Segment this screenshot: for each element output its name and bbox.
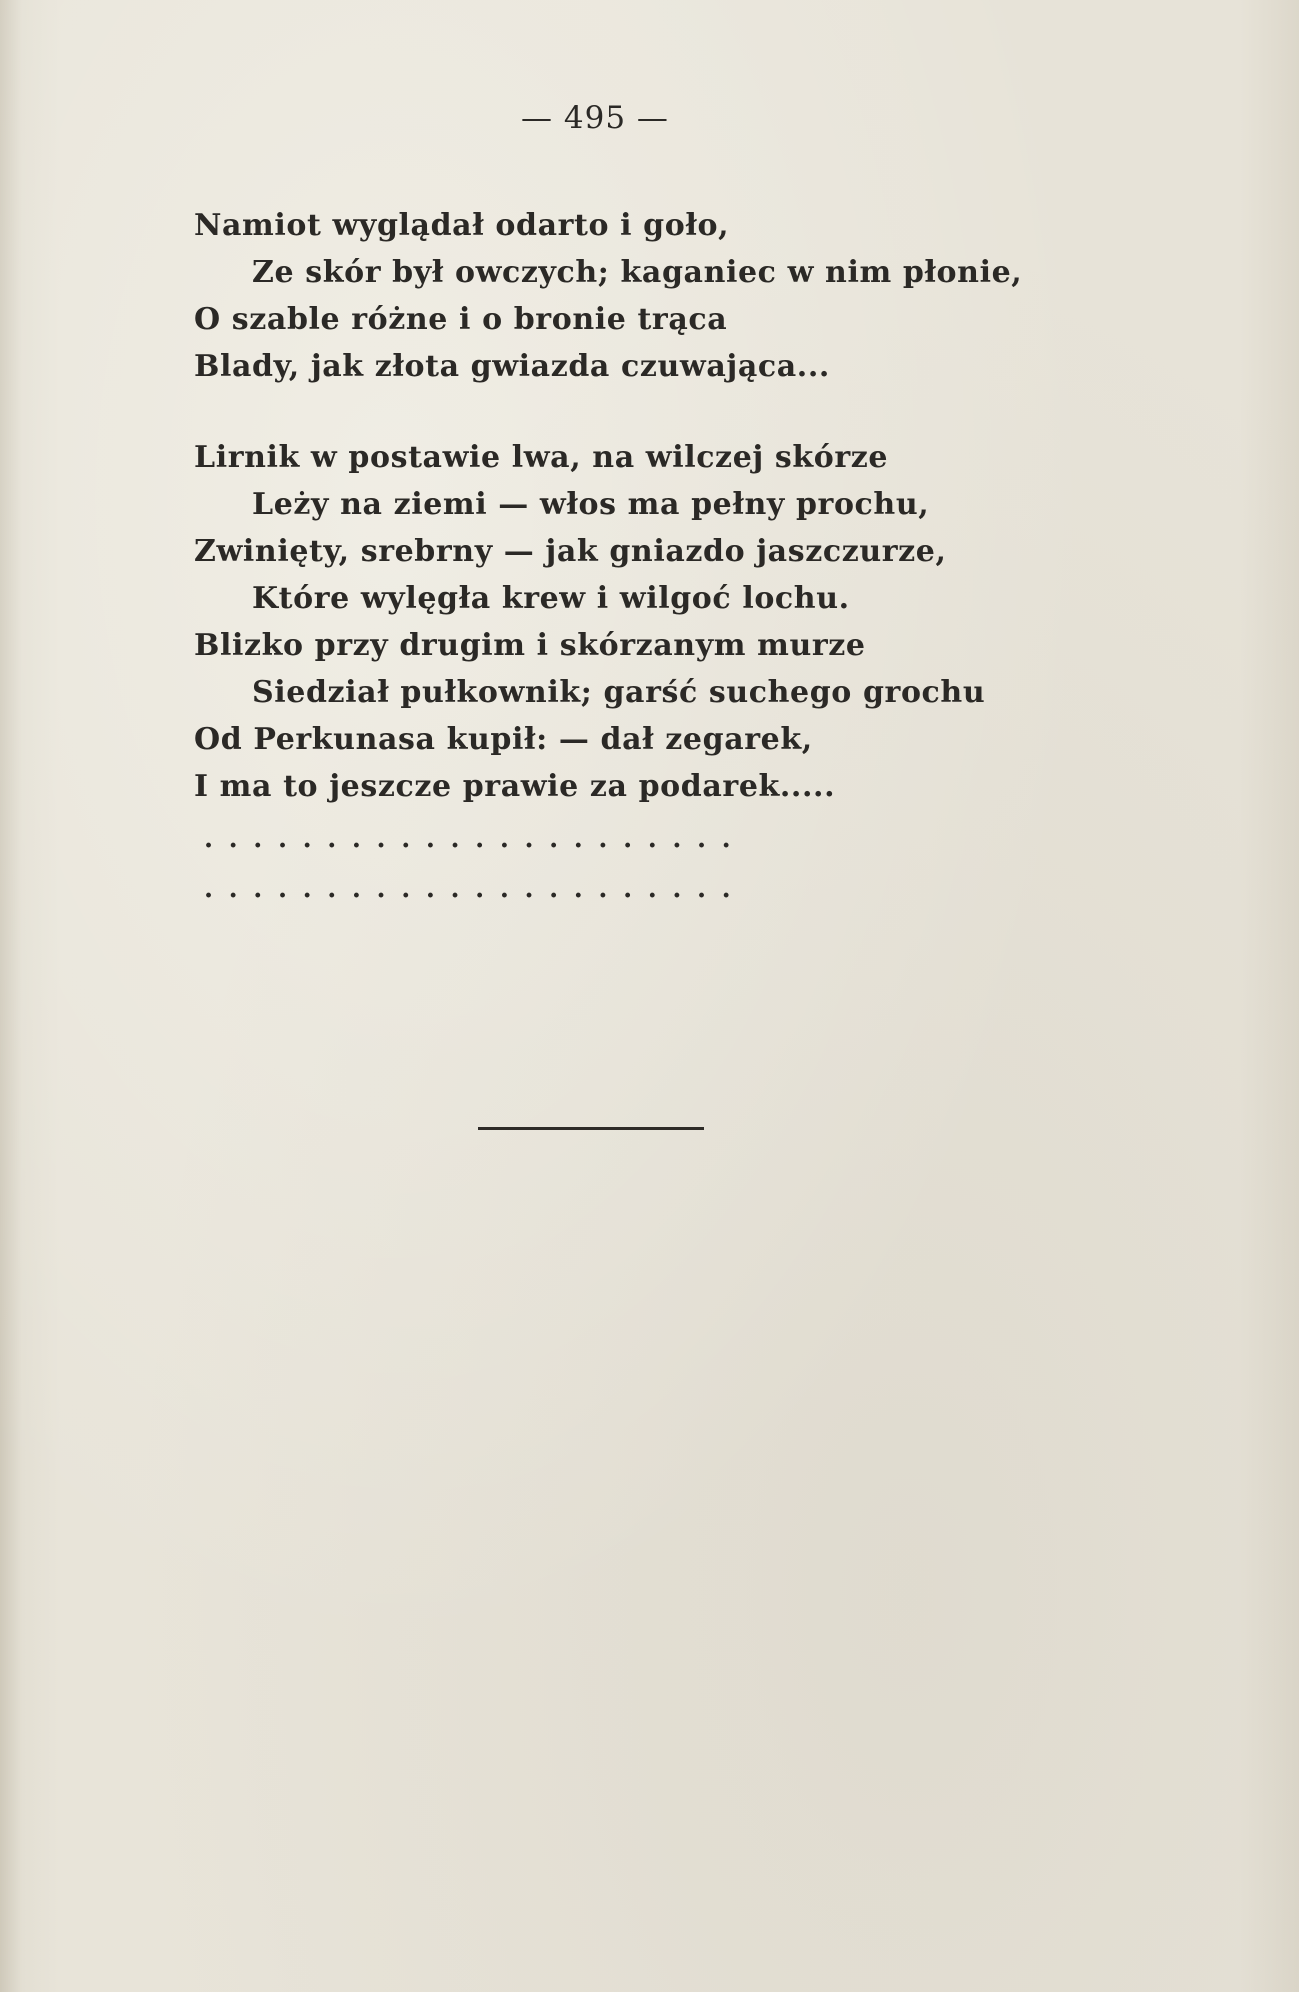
poem-line: Które wylęgła krew i wilgoć lochu. <box>252 581 850 616</box>
poem-line: Od Perkunasa kupił: — dał zegarek, <box>194 722 813 757</box>
poem-line: Blady, jak złota gwiazda czuwająca... <box>194 349 830 384</box>
poem <box>194 202 1094 810</box>
stanza-gap <box>194 390 1094 434</box>
stanza-2 <box>194 434 1094 810</box>
poem-line: Zwinięty, srebrny — jak gniazdo jaszczurze, <box>194 534 947 569</box>
poem-line: O szable różne i o bronie trąca <box>194 302 728 337</box>
stanza-1 <box>194 202 1094 390</box>
poem-line: I ma to jeszcze prawie za podarek..... <box>194 769 836 804</box>
page-number: — 495 — <box>521 100 669 136</box>
ellipsis-row: ...................... <box>204 824 747 854</box>
ellipsis-row: ...................... <box>204 874 747 904</box>
poem-line: Ze skór był owczych; kaganiec w nim płonie, <box>252 255 1023 290</box>
poem-line: Namiot wyglądał odarto i goło, <box>194 208 730 243</box>
end-rule <box>478 1127 704 1130</box>
poem-line: Leży na ziemi — włos ma pełny prochu, <box>252 487 930 522</box>
poem-line: Lirnik w postawie lwa, na wilczej skórze <box>194 440 889 475</box>
poem-line: Blizko przy drugim i skórzanym murze <box>194 628 866 663</box>
poem-line: Siedział pułkownik; garść suchego grochu <box>252 675 986 710</box>
